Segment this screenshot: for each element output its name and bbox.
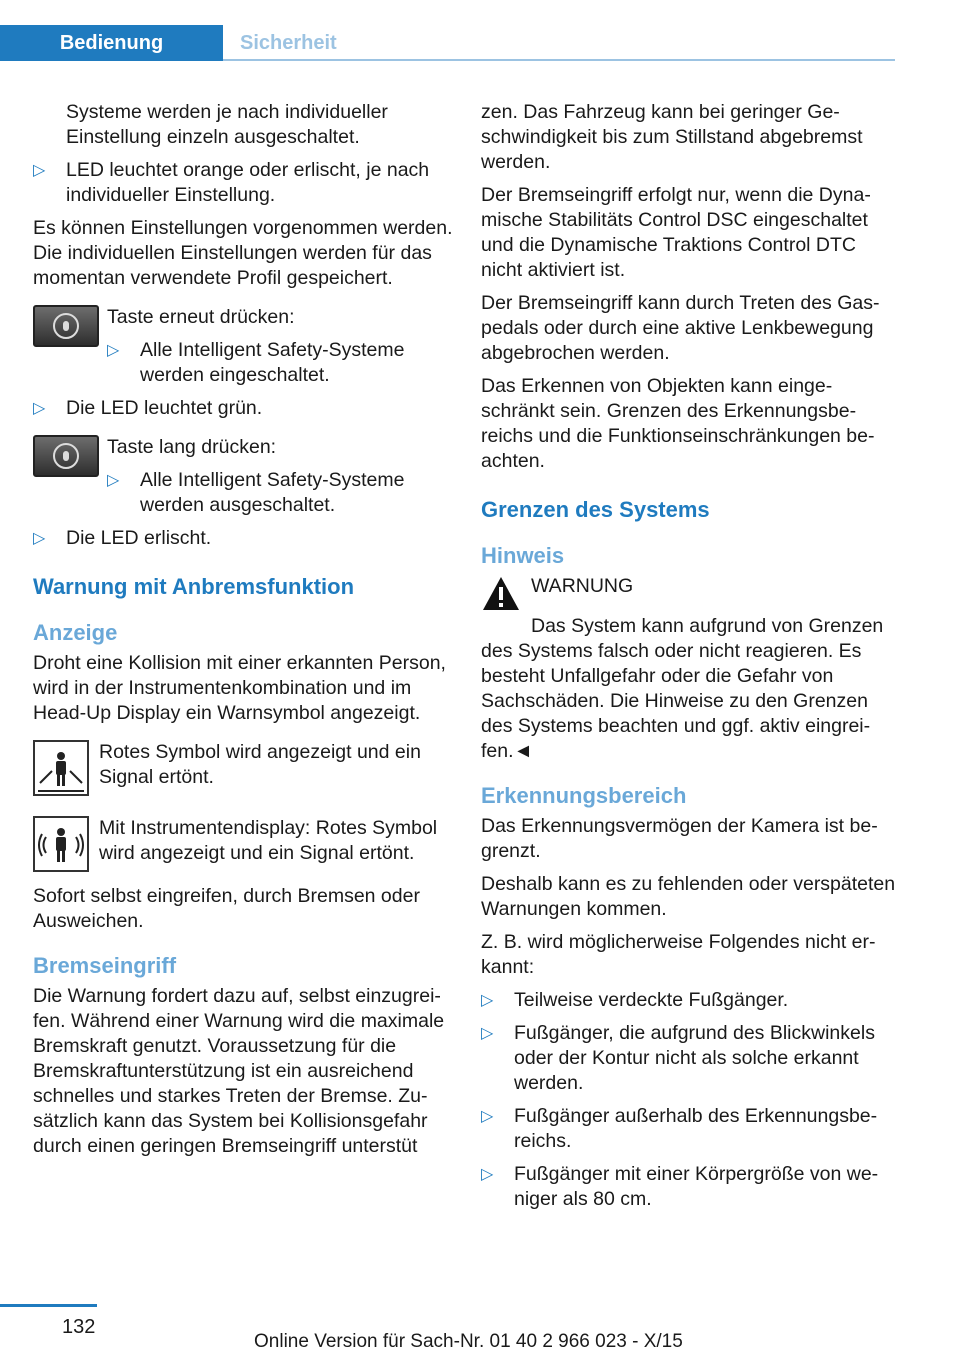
list-item-text: Alle Intelligent Safety-Systeme werden eingeschaltet.	[140, 339, 405, 386]
pedestrian-signal-icon	[33, 816, 89, 879]
triangle-bullet-icon: ▷	[481, 1025, 494, 1042]
triangle-bullet-icon: ▷	[481, 1166, 494, 1183]
symbol-description	[33, 816, 453, 878]
header-tabs	[0, 25, 895, 61]
list-item-text: Fußgänger außerhalb des Erkennungsbereichs.	[514, 1105, 878, 1152]
triangle-bullet-icon: ▷	[107, 472, 120, 489]
key-instruction	[33, 435, 453, 518]
list-item	[107, 468, 453, 518]
key-instruction	[33, 305, 453, 388]
warning-box	[481, 574, 896, 614]
triangle-bullet-icon: ▷	[33, 162, 46, 179]
paragraph: Deshalb kann es zu fehlenden oder verspäteten Warnungen kommen.	[481, 873, 896, 920]
warning-triangle-icon	[481, 574, 521, 614]
symbol-text: Rotes Symbol wird angezeigt und ein Signal ertönt.	[99, 741, 421, 788]
safety-button-icon	[33, 305, 99, 347]
list-item-text: Die LED erlischt.	[66, 527, 212, 549]
list-item	[481, 988, 896, 1013]
list-item-text: Alle Intelligent Safety-Systeme werden ausgeschaltet.	[140, 469, 405, 516]
subsection-heading: Erkennungsbereich	[481, 783, 687, 808]
subsection-heading: Hinweis	[481, 543, 565, 568]
paragraph: Sofort selbst eingreifen, durch Bremsen oder Ausweichen.	[33, 885, 420, 932]
triangle-bullet-icon: ▷	[33, 400, 46, 417]
left-column	[33, 100, 453, 1167]
paragraph: Das Erkennungsvermögen der Kamera ist begrenzt.	[481, 815, 878, 862]
triangle-bullet-icon: ▷	[33, 530, 46, 547]
paragraph: Das Erkennen von Objekten kann eingeschränkt sein. Grenzen des Erkennungsbereichs und die Funktionseinschränkungen beachten.	[481, 375, 875, 472]
footer-divider	[0, 1304, 97, 1307]
section-heading: Warnung mit Anbremsfunktion	[33, 574, 355, 599]
paragraph: Droht eine Kollision mit einer erkannten Person, wird in der Instrumentenkombination und im Head-Up Display ein Warnsymbol angezeigt.	[33, 652, 446, 724]
paragraph: Die Warnung fordert dazu auf, selbst einzugreifen. Während einer Warnung wird die maximale Bremskraft genutzt. Voraussetzung für die Bremskraftunterstützung ist ein ausreichend schnelles und starkes Treten der Bremse. Zusätzlich kann das System bei Kollisionsgefahr durch einen geringen Bremseingriff unterstüt	[33, 985, 445, 1157]
tab-sicherheit[interactable]: Sicherheit	[240, 31, 337, 54]
list-item	[33, 526, 453, 551]
list-item	[33, 396, 453, 421]
list-item	[481, 1021, 896, 1096]
right-column	[481, 100, 896, 1220]
paragraph: Systeme werden je nach individueller Einstellung einzeln ausgeschaltet.	[66, 101, 388, 148]
list-item-text: Teilweise verdeckte Fußgänger.	[514, 989, 789, 1011]
subsection-heading: Bremseingriff	[33, 953, 177, 978]
symbol-description	[33, 740, 453, 802]
instruction-text: Taste lang drücken:	[107, 436, 277, 458]
list-item-text: Fußgänger, die aufgrund des Blickwinkels oder der Kontur nicht als solche erkannt werden.	[514, 1022, 875, 1094]
section-heading: Grenzen des Systems	[481, 497, 710, 522]
triangle-bullet-icon: ▷	[481, 1108, 494, 1125]
triangle-bullet-icon: ▷	[107, 342, 120, 359]
tab-bedienung[interactable]: Bedienung	[0, 25, 223, 61]
list-item-text: LED leuchtet orange oder erlischt, je nach individueller Einstellung.	[66, 159, 430, 206]
pedestrian-warning-icon	[33, 740, 89, 803]
safety-button-icon	[33, 435, 99, 477]
instruction-text: Taste erneut drücken:	[107, 306, 295, 328]
paragraph: Es können Einstellungen vorgenommen werden. Die individuellen Einstellungen werden für das momentan verwendete Profil gespeichert.	[33, 217, 453, 289]
subsection-heading: Anzeige	[33, 620, 118, 645]
paragraph: Der Bremseingriff kann durch Treten des Gaspedals oder durch eine aktive Lenkbewegung abgebrochen werden.	[481, 292, 880, 364]
list-item-text: Fußgänger mit einer Körpergröße von weniger als 80 cm.	[514, 1163, 879, 1210]
page-number: 132	[62, 1316, 96, 1338]
list-item-text: Die LED leuchtet grün.	[66, 397, 263, 419]
warning-title: WARNUNG	[531, 575, 634, 597]
list-item	[481, 1104, 896, 1154]
warning-text: Das System kann aufgrund von Grenzen des Systems falsch oder nicht reagieren. Es besteht Unfallgefahr oder die Gefahr von Sachschäden. Die Hinweise zu den Grenzen des Systems beachten und ggf. aktiv eingreifen.◄	[481, 615, 884, 762]
triangle-bullet-icon: ▷	[481, 992, 494, 1009]
list-item	[107, 338, 453, 388]
footer-text: Online Version für Sach-Nr. 01 40 2 966 023 - X/15	[254, 1331, 683, 1352]
list-item	[481, 1162, 896, 1212]
paragraph: zen. Das Fahrzeug kann bei geringer Geschwindigkeit bis zum Stillstand abgebremst werden.	[481, 101, 863, 173]
paragraph: Z. B. wird möglicherweise Folgendes nicht erkannt:	[481, 931, 876, 978]
paragraph: Der Bremseingriff erfolgt nur, wenn die Dynamische Stabilitäts Control DSC eingeschaltet und die Dynamische Traktions Control DTC nicht aktiviert ist.	[481, 184, 871, 281]
list-item	[33, 158, 453, 208]
header-divider	[223, 59, 895, 61]
symbol-text: Mit Instrumentendisplay: Rotes Symbol wird angezeigt und ein Signal ertönt.	[99, 817, 438, 864]
